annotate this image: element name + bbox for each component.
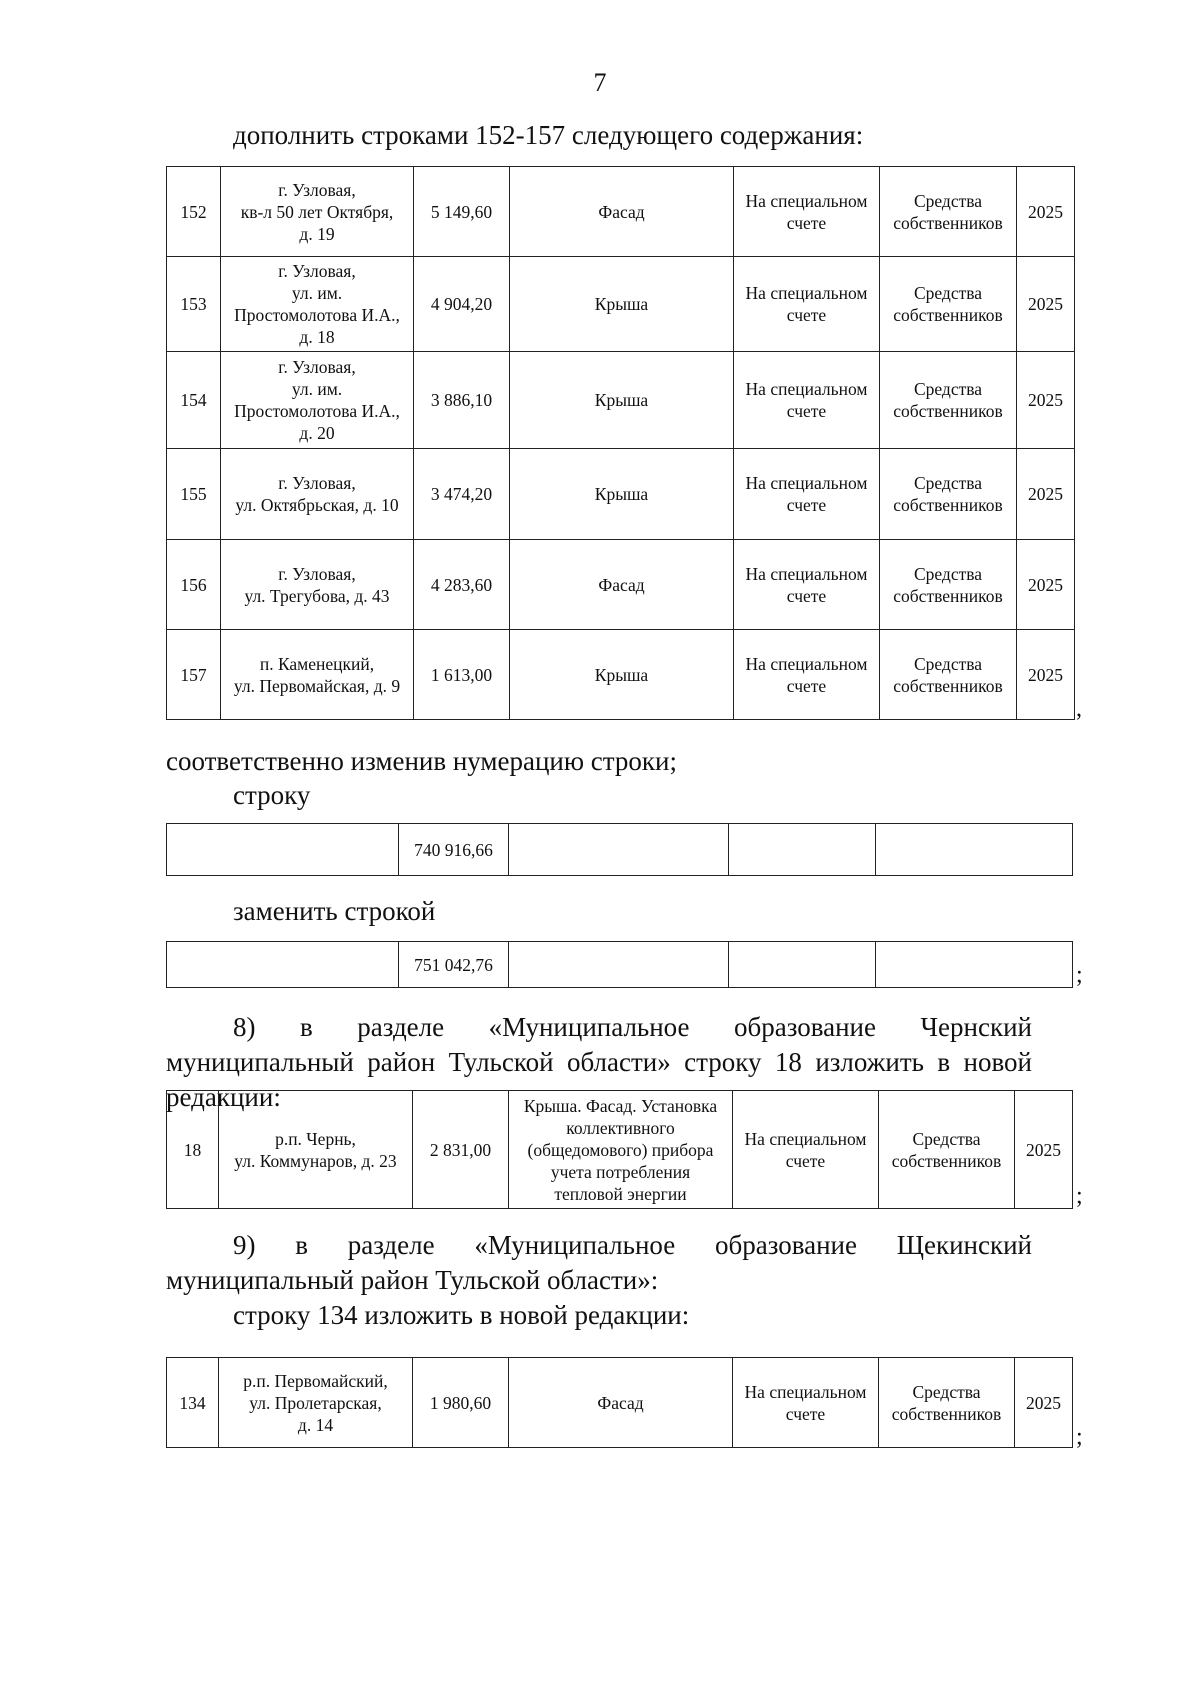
account-line: счете bbox=[786, 401, 827, 421]
empty-cell bbox=[509, 824, 729, 876]
table-row bbox=[167, 1358, 1073, 1448]
semicolon-mark: ; bbox=[1076, 1424, 1083, 1450]
funding-source-line: собственников bbox=[893, 585, 1003, 606]
empty-cell bbox=[167, 942, 399, 988]
row-number-cell: 18 bbox=[167, 1091, 219, 1209]
work-type-cell bbox=[509, 1091, 733, 1209]
amount-cell: 5 149,60 bbox=[414, 167, 510, 257]
row-number-cell: 153 bbox=[167, 257, 221, 352]
section-9-text: 9) в разделе «Муниципальное образование Щекинский муниципальный район Тульской области»: bbox=[166, 1230, 1032, 1295]
address-cell bbox=[221, 352, 414, 449]
year-cell: 2025 bbox=[1017, 167, 1075, 257]
row-number-cell: 154 bbox=[167, 352, 221, 449]
funding-source-line: собственников bbox=[893, 495, 1003, 515]
page-number: 7 bbox=[593, 68, 607, 97]
account-line: На специальном bbox=[745, 653, 868, 674]
funding-source-line: Средства bbox=[913, 473, 983, 493]
address-line: р.п. Чернь, bbox=[275, 1128, 356, 1149]
account-line: счете bbox=[785, 1403, 826, 1424]
address-cell bbox=[219, 1091, 413, 1209]
address-line: ул. Первомайская, д. 9 bbox=[233, 675, 401, 696]
funding-source-line: Средства bbox=[913, 190, 983, 211]
empty-cell bbox=[167, 824, 399, 876]
account-line: счете bbox=[786, 212, 827, 233]
table-end-comma: , bbox=[1076, 696, 1082, 722]
funding-source-line: собственников bbox=[893, 305, 1003, 325]
row-18-table bbox=[166, 1090, 1073, 1209]
address-cell bbox=[219, 1358, 413, 1448]
work-type-line: Крыша bbox=[594, 484, 649, 504]
row-number-cell: 155 bbox=[167, 449, 221, 540]
empty-cell bbox=[729, 824, 876, 876]
account-line: На специальном bbox=[745, 379, 868, 399]
address-line: ул. им. bbox=[291, 379, 343, 399]
empty-cell bbox=[729, 942, 876, 988]
work-type-line: Фасад bbox=[598, 574, 645, 595]
account-line: счете bbox=[786, 495, 827, 515]
account-line: На специальном bbox=[745, 190, 868, 211]
funding-source-cell bbox=[880, 257, 1017, 352]
year-cell: 2025 bbox=[1017, 352, 1075, 449]
account-cell bbox=[734, 540, 880, 630]
address-line: п. Каменецкий, bbox=[259, 653, 375, 674]
account-line: счете bbox=[786, 675, 827, 696]
work-type-cell bbox=[510, 352, 734, 449]
old-total-table bbox=[166, 823, 1073, 876]
row-number-cell: 157 bbox=[167, 630, 221, 720]
work-type-line: коллективного bbox=[566, 1117, 675, 1138]
semicolon-mark: ; bbox=[1076, 962, 1083, 988]
funding-source-cell bbox=[879, 1358, 1015, 1448]
year-cell: 2025 bbox=[1017, 257, 1075, 352]
funding-source-line: Средства bbox=[913, 379, 983, 399]
address-line: р.п. Первомайский, bbox=[243, 1370, 388, 1391]
work-type-line: (общедомового) прибора bbox=[527, 1139, 714, 1160]
empty-cell bbox=[876, 942, 1073, 988]
work-type-line: учета потребления bbox=[550, 1161, 691, 1182]
funding-source-cell bbox=[880, 167, 1017, 257]
account-line: На специальном bbox=[744, 1381, 867, 1402]
funding-source-cell bbox=[880, 352, 1017, 449]
additions-table bbox=[166, 166, 1075, 720]
funding-source-cell bbox=[879, 1091, 1015, 1209]
empty-cell bbox=[876, 824, 1073, 876]
work-type-cell bbox=[509, 1358, 733, 1448]
year-cell: 2025 bbox=[1015, 1358, 1073, 1448]
work-type-line: Крыша bbox=[594, 664, 649, 685]
amount-cell: 3 886,10 bbox=[414, 352, 510, 449]
address-line: д. 18 bbox=[299, 327, 335, 347]
address-line: ул. им. bbox=[291, 283, 343, 303]
address-line: д. 20 bbox=[299, 423, 335, 443]
address-line: кв-л 50 лет Октября, bbox=[240, 201, 394, 222]
address-cell bbox=[221, 167, 414, 257]
row-word-text: строку bbox=[233, 780, 311, 810]
table-row bbox=[167, 540, 1075, 630]
address-cell bbox=[221, 257, 414, 352]
funding-source-cell bbox=[880, 540, 1017, 630]
funding-source-line: Средства bbox=[913, 283, 983, 303]
work-type-line: тепловой энергии bbox=[554, 1183, 687, 1204]
amount-cell: 2 831,00 bbox=[413, 1091, 509, 1209]
funding-source-line: собственников bbox=[893, 212, 1003, 233]
work-type-line: Фасад bbox=[597, 1392, 644, 1413]
account-line: счете bbox=[786, 585, 827, 606]
amount-cell: 1 980,60 bbox=[413, 1358, 509, 1448]
amount-cell: 4 904,20 bbox=[414, 257, 510, 352]
work-type-line: Крыша bbox=[594, 294, 649, 314]
funding-source-cell bbox=[880, 630, 1017, 720]
address-line: г. Узловая, bbox=[278, 179, 356, 200]
address-line: д. 19 bbox=[299, 223, 335, 244]
work-type-line: Фасад bbox=[598, 201, 645, 222]
address-line: г. Узловая, bbox=[278, 473, 356, 493]
account-cell bbox=[733, 1091, 879, 1209]
table-row bbox=[167, 1091, 1073, 1209]
account-cell bbox=[733, 1358, 879, 1448]
amount-cell: 4 283,60 bbox=[414, 540, 510, 630]
year-cell: 2025 bbox=[1015, 1091, 1073, 1209]
amount-cell: 1 613,00 bbox=[414, 630, 510, 720]
old-total-amount: 740 916,66 bbox=[399, 824, 509, 876]
funding-source-line: Средства bbox=[913, 653, 983, 674]
year-cell: 2025 bbox=[1017, 540, 1075, 630]
new-total-row bbox=[167, 942, 1073, 988]
renumber-text: соответственно изменив нумерацию строки; bbox=[166, 746, 677, 776]
intro-text: дополнить строками 152-157 следующего содержания: bbox=[233, 120, 864, 150]
account-cell bbox=[734, 257, 880, 352]
semicolon-mark: ; bbox=[1076, 1183, 1083, 1209]
new-total-amount: 751 042,76 bbox=[399, 942, 509, 988]
account-line: счете bbox=[786, 305, 827, 325]
funding-source-line: Средства bbox=[912, 1128, 981, 1149]
funding-source-line: Средства bbox=[912, 1381, 981, 1402]
account-line: На специальном bbox=[745, 283, 868, 303]
table-row bbox=[167, 352, 1075, 449]
table-row bbox=[167, 630, 1075, 720]
section-8-text: 8) в разделе «Муниципальное образование Чернский муниципальный район Тульской области» строку 18 изложить в новой редакции: bbox=[166, 1012, 1032, 1112]
row-134-table bbox=[166, 1357, 1073, 1448]
address-line: д. 14 bbox=[297, 1414, 334, 1435]
account-cell bbox=[734, 167, 880, 257]
account-cell bbox=[734, 630, 880, 720]
address-cell bbox=[221, 630, 414, 720]
address-line: г. Узловая, bbox=[278, 261, 356, 281]
work-type-cell bbox=[510, 167, 734, 257]
account-line: счете bbox=[785, 1150, 826, 1171]
address-line: г. Узловая, bbox=[278, 563, 356, 584]
address-line: ул. Пролетарская, bbox=[249, 1392, 382, 1413]
work-type-cell bbox=[510, 449, 734, 540]
amount-cell: 3 474,20 bbox=[414, 449, 510, 540]
row-134-text: строку 134 изложить в новой редакции: bbox=[233, 1300, 690, 1330]
address-cell bbox=[221, 449, 414, 540]
funding-source-line: Средства bbox=[913, 563, 983, 584]
address-line: ул. Коммунаров, д. 23 bbox=[234, 1150, 397, 1171]
work-type-cell bbox=[510, 630, 734, 720]
row-number-cell: 152 bbox=[167, 167, 221, 257]
account-line: На специальном bbox=[745, 563, 868, 584]
address-cell bbox=[221, 540, 414, 630]
account-cell bbox=[734, 449, 880, 540]
account-cell bbox=[734, 352, 880, 449]
year-cell: 2025 bbox=[1017, 449, 1075, 540]
funding-source-line: собственников bbox=[891, 1150, 1002, 1171]
address-line: Простомолотова И.А., bbox=[234, 305, 400, 325]
work-type-cell bbox=[510, 540, 734, 630]
work-type-cell bbox=[510, 257, 734, 352]
address-line: ул. Трегубова, д. 43 bbox=[244, 585, 390, 606]
funding-source-line: собственников bbox=[893, 675, 1003, 696]
account-line: На специальном bbox=[745, 473, 868, 493]
work-type-line: Крыша bbox=[594, 390, 649, 410]
account-line: На специальном bbox=[744, 1128, 867, 1149]
replace-text: заменить строкой bbox=[233, 896, 436, 926]
funding-source-line: собственников bbox=[893, 401, 1003, 421]
address-line: Простомолотова И.А., bbox=[234, 401, 400, 421]
row-number-cell: 156 bbox=[167, 540, 221, 630]
table-row bbox=[167, 167, 1075, 257]
address-line: ул. Октябрьская, д. 10 bbox=[235, 495, 399, 515]
funding-source-cell bbox=[880, 449, 1017, 540]
work-type-line: Крыша. Фасад. Установка bbox=[523, 1095, 718, 1116]
address-line: г. Узловая, bbox=[278, 357, 356, 377]
row-number-cell: 134 bbox=[167, 1358, 219, 1448]
empty-cell bbox=[509, 942, 729, 988]
old-total-row bbox=[167, 824, 1073, 876]
new-total-table bbox=[166, 941, 1073, 988]
funding-source-line: собственников bbox=[891, 1403, 1002, 1424]
table-row bbox=[167, 257, 1075, 352]
year-cell: 2025 bbox=[1017, 630, 1075, 720]
table-row bbox=[167, 449, 1075, 540]
